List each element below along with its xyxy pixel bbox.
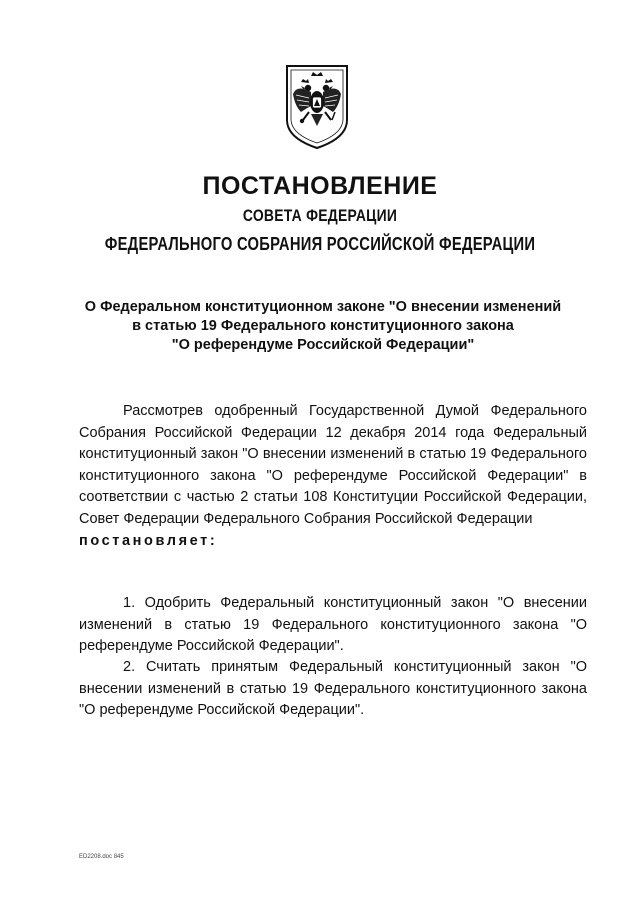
document-issuer-line2: ФЕДЕРАЛЬНОГО СОБРАНИЯ РОССИЙСКОЙ ФЕДЕРАЦИИ — [104, 234, 536, 254]
document-issuer-line1: СОВЕТА ФЕДЕРАЦИИ — [242, 206, 398, 225]
resolution-item-1: 1. Одобрить Федеральный конституционный закон "О внесении изменений в статью 19 Федерального конституционного закона "О референдуме Российской Федерации". — [79, 595, 587, 655]
file-code: ED2208.doc 845 — [79, 854, 124, 860]
preamble-text: Рассмотрев одобренный Государственной Думой Федерального Собрания Российской Федерации 12 декабря 2014 года Федеральный конституционный закон "О внесении изменений в статью 19 Федерального конституционного закона "О референдуме Российской Федерации" в соответствии с частью 2 статьи 108 Конституции Российской Федерации, Совет Федерации Федерального Собрания Российской Федерации — [79, 403, 587, 527]
document-title: ПОСТАНОВЛЕНИЕ — [202, 172, 438, 200]
document-subject-heading — [60, 298, 586, 355]
heading-line-1: О Федеральном конституционном законе "О внесении изменений — [84, 299, 562, 315]
resolution-item-2: 2. Считать принятым Федеральный конституционный закон "О внесении изменений в статью 19 Федерального конституционного закона "О референдуме Российской Федерации". — [79, 659, 587, 719]
heading-line-2: в статью 19 Федерального конституционного закона — [132, 318, 514, 334]
resolves-verb: постановляет: — [79, 532, 218, 549]
heading-line-3: "О референдуме Российской Федерации" — [171, 337, 475, 353]
coat-of-arms-icon — [283, 62, 351, 150]
preamble-paragraph — [79, 401, 587, 552]
